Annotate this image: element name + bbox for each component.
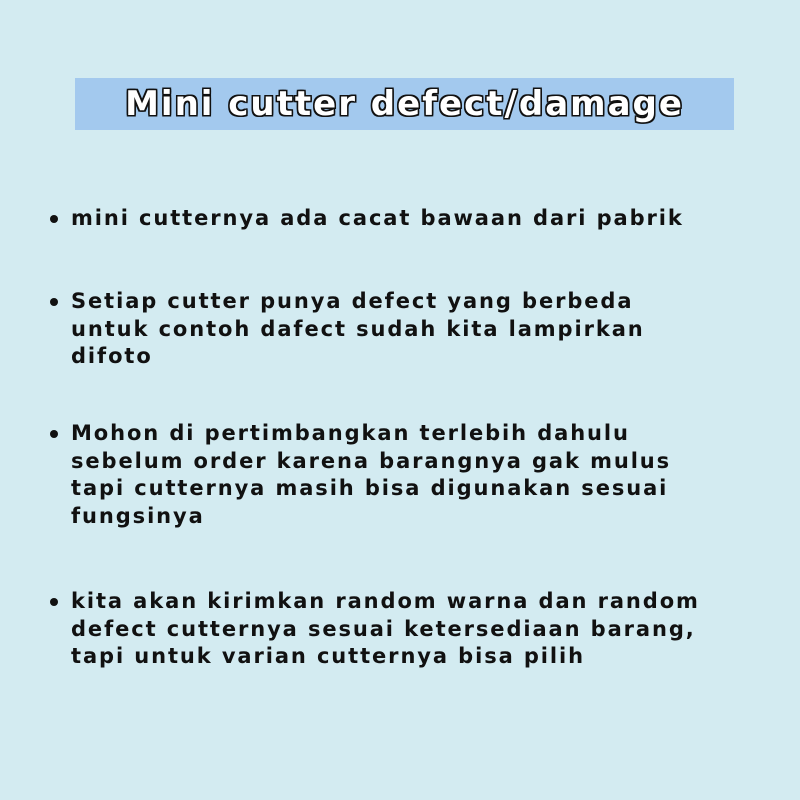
page-title: Mini cutter defect/damage xyxy=(125,84,684,124)
text-line: fungsinya xyxy=(71,503,205,528)
text-line: tapi cutternya masih bisa digunakan sesuai xyxy=(71,476,669,500)
list-item xyxy=(50,205,760,233)
bullet-dot xyxy=(50,430,58,438)
text-line: difoto xyxy=(71,344,153,368)
text-line: defect cutternya sesuai ketersediaan barang, xyxy=(71,616,696,641)
text-line: mini cutternya ada cacat bawaan dari pabrik xyxy=(71,206,684,230)
list-item xyxy=(50,288,760,371)
bullet-dot xyxy=(50,298,58,306)
text-line: tapi untuk varian cutternya bisa pilih xyxy=(71,644,585,668)
bullet-dot xyxy=(50,215,58,223)
bullet-dot xyxy=(50,598,58,606)
list-item-text xyxy=(71,588,700,671)
list-item xyxy=(50,588,760,671)
text-line: kita akan kirimkan random warna dan random xyxy=(71,589,700,613)
text-line: Mohon di pertimbangkan terlebih dahulu xyxy=(71,421,630,445)
list-item-text xyxy=(71,288,645,371)
title-banner xyxy=(75,78,734,130)
text-line: Setiap cutter punya defect yang berbeda xyxy=(71,289,634,313)
list-item-text xyxy=(71,420,671,530)
list-item-text xyxy=(71,205,684,233)
text-line: untuk contoh dafect sudah kita lampirkan xyxy=(71,316,645,341)
list-item xyxy=(50,420,760,530)
text-line: sebelum order karena barangnya gak mulus xyxy=(71,448,672,473)
